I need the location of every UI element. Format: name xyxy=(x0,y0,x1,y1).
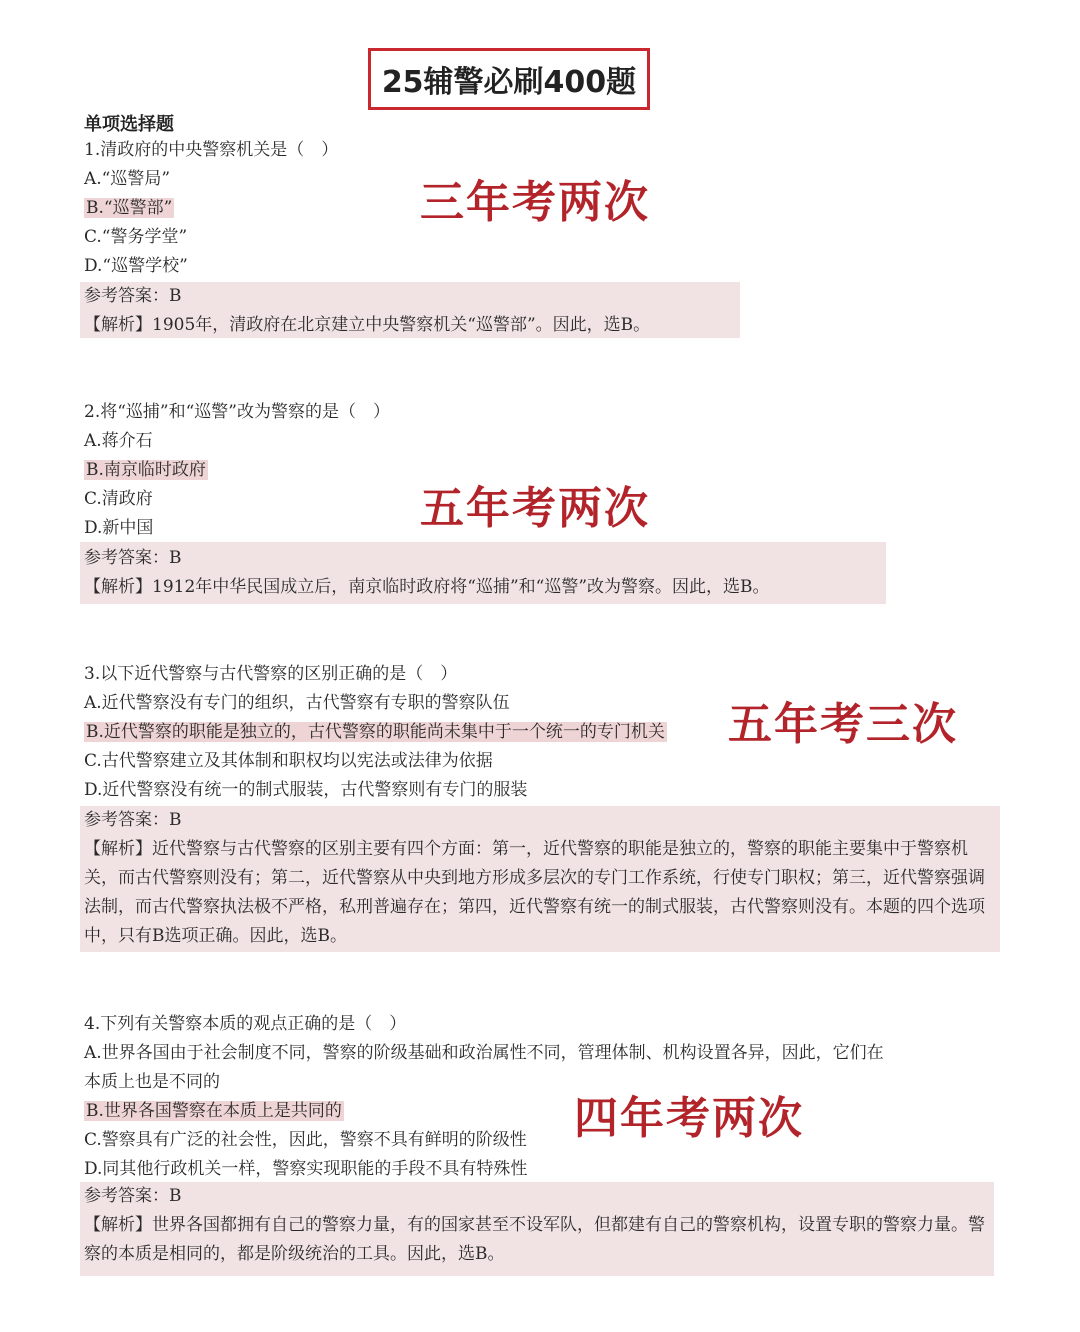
q2-answer-box xyxy=(80,542,886,604)
q3-frequency-stamp: 五年考三次 xyxy=(728,699,958,750)
q3-option-b: B.近代警察的职能是独立的，古代警察的职能尚未集中于一个统一的专门机关 xyxy=(86,722,665,742)
q4-option-b: B.世界各国警察在本质上是共同的 xyxy=(86,1101,342,1121)
q3-stem: 3.以下近代警察与古代警察的区别正确的是（ ） xyxy=(84,664,458,684)
q3-option-c: C.古代警察建立及其体制和职权均以宪法或法律为依据 xyxy=(84,751,493,771)
q4-frequency-stamp: 四年考两次 xyxy=(574,1093,804,1144)
q3-option-d: D.近代警察没有统一的制式服装，古代警察则有专门的服装 xyxy=(84,780,528,800)
q2-analysis: 【解析】1912年中华民国成立后，南京临时政府将“巡捕”和“巡警”改为警察。因此，选B。 xyxy=(84,577,770,597)
q3-answer-box xyxy=(80,806,1000,952)
q3-analysis: 【解析】近代警察与古代警察的区别主要有四个方面：第一，近代警察的职能是独立的，警察的职能主要集中于警察机关，而古代警察则没有；第二，近代警察从中央到地方形成多层次的专门工作系统，行使专门职权；第三，近代警察强调法制，而古代警察执法极不严格，私刑普遍存在；第四，近代警察有统一的制式服装，古代警察则没有。本题的四个选项中，只有B选项正确。因此，选B。 xyxy=(84,839,985,946)
q4-analysis: 【解析】世界各国都拥有自己的警察力量，有的国家甚至不设军队，但都建有自己的警察机构，设置专职的警察力量。警察的本质是相同的，都是阶级统治的工具。因此，选B。 xyxy=(84,1215,985,1264)
q1-analysis: 【解析】1905年，清政府在北京建立中央警察机关“巡警部”。因此，选B。 xyxy=(84,315,651,335)
q1-answer: 参考答案：B xyxy=(84,286,182,306)
q4-stem: 4.下列有关警察本质的观点正确的是（ ） xyxy=(84,1014,407,1034)
q4-option-a-line1: A.世界各国由于社会制度不同，警察的阶级基础和政治属性不同，管理体制、机构设置各异，因此，它们在 xyxy=(84,1043,884,1063)
q2-option-b: B.南京临时政府 xyxy=(86,460,206,480)
q1-stem: 1.清政府的中央警察机关是（ ） xyxy=(84,140,339,160)
q2-option-c: C.清政府 xyxy=(84,489,153,509)
q1-option-a: A.“巡警局” xyxy=(84,169,171,189)
q3-option-a: A.近代警察没有专门的组织，古代警察有专职的警察队伍 xyxy=(84,693,510,713)
q2-option-a: A.蒋介石 xyxy=(84,431,153,451)
q2-frequency-stamp: 五年考两次 xyxy=(420,483,650,534)
q1-option-b: B.“巡警部” xyxy=(86,198,173,218)
q4-option-d: D.同其他行政机关一样，警察实现职能的手段不具有特殊性 xyxy=(84,1159,528,1179)
q4-option-c: C.警察具有广泛的社会性，因此，警察不具有鲜明的阶级性 xyxy=(84,1130,527,1150)
q2-stem: 2.将“巡捕”和“巡警”改为警察的是（ ） xyxy=(84,402,390,422)
page-title: 25辅警必刷400题 xyxy=(368,48,650,110)
q1-answer-box xyxy=(80,282,740,338)
q1-option-c: C.“警务学堂” xyxy=(84,227,188,247)
q4-answer: 参考答案：B xyxy=(84,1186,182,1206)
q4-option-a-line2: 本质上也是不同的 xyxy=(84,1072,220,1092)
q4-answer-box xyxy=(80,1182,994,1276)
q2-option-d: D.新中国 xyxy=(84,518,154,538)
q1-frequency-stamp: 三年考两次 xyxy=(420,177,650,228)
section-heading: 单项选择题 xyxy=(84,114,174,135)
q3-answer: 参考答案：B xyxy=(84,810,182,830)
q2-answer: 参考答案：B xyxy=(84,548,182,568)
q1-option-d: D.“巡警学校” xyxy=(84,256,188,276)
